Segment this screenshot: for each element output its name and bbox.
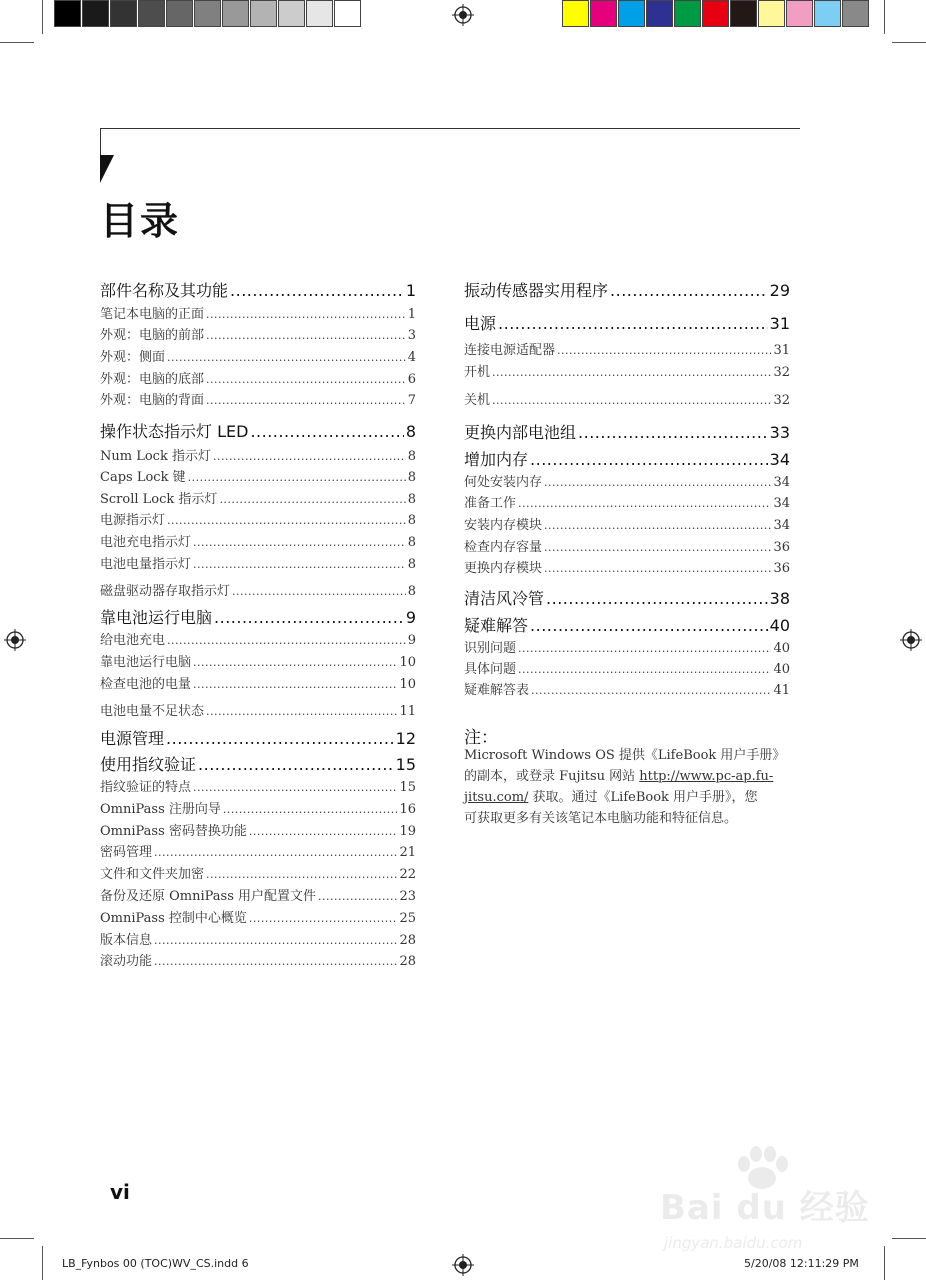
toc-section-entry[interactable] xyxy=(100,950,416,969)
toc-section-entry[interactable] xyxy=(100,509,416,528)
toc-leader-dots xyxy=(492,394,771,407)
header-tab-marker xyxy=(100,155,114,183)
crop-mark xyxy=(884,0,885,34)
toc-entry-title: 疑难解答 xyxy=(464,616,529,635)
toc-chapter-entry[interactable] xyxy=(464,586,790,609)
toc-entry-title: 使用指纹验证 xyxy=(100,755,197,774)
toc-entry-title: 密码管理 xyxy=(100,845,153,860)
color-swatch xyxy=(250,0,277,27)
toc-entry-title: 安装内存模块 xyxy=(464,518,543,533)
toc-chapter-entry[interactable] xyxy=(464,447,790,470)
crop-mark xyxy=(0,42,34,43)
toc-entry-page: 8 xyxy=(407,584,416,599)
toc-entry-title: 增加内存 xyxy=(464,450,529,469)
toc-entry-page: 29 xyxy=(769,281,790,300)
toc-entry-title: 文件和文件夹加密 xyxy=(100,867,205,882)
toc-section-entry[interactable] xyxy=(100,488,416,507)
toc-leader-dots xyxy=(492,366,771,379)
toc-entry-title: 清洁风冷管 xyxy=(464,589,545,608)
toc-leader-dots xyxy=(232,585,406,598)
toc-leader-dots xyxy=(167,351,406,364)
toc-entry-page: 28 xyxy=(399,933,416,948)
toc-entry-title: 滚动功能 xyxy=(100,954,153,969)
toc-entry-title: 开机 xyxy=(464,365,491,380)
watermark-brand: Bai du 经验 xyxy=(660,1188,870,1228)
fujitsu-link[interactable]: jitsu.com/ xyxy=(464,790,529,805)
toc-entry-page: 41 xyxy=(773,683,790,698)
toc-leader-dots xyxy=(206,705,397,718)
toc-entry-title: 连接电源适配器 xyxy=(464,343,556,358)
registration-mark-icon xyxy=(452,1254,474,1276)
toc-entry-page: 8 xyxy=(407,470,416,485)
toc-section-entry[interactable] xyxy=(100,673,416,692)
toc-leader-dots xyxy=(193,678,397,691)
toc-leader-dots xyxy=(498,314,768,333)
toc-leader-dots xyxy=(530,616,768,635)
toc-entry-title: 疑难解答表 xyxy=(464,683,530,698)
toc-section-entry[interactable] xyxy=(100,820,416,839)
toc-leader-dots xyxy=(530,450,768,469)
toc-leader-dots xyxy=(167,514,406,527)
color-swatch xyxy=(54,0,81,27)
toc-entry-page: 40 xyxy=(769,616,790,635)
color-swatch xyxy=(842,0,869,27)
toc-section-entry[interactable] xyxy=(464,536,790,555)
toc-section-entry[interactable] xyxy=(100,466,416,485)
toc-entry-title: Scroll Lock 指示灯 xyxy=(100,492,218,507)
toc-entry-page: 34 xyxy=(773,496,790,511)
note-line: 获取。通过《LifeBook 用户手册》，您 xyxy=(528,790,758,805)
toc-leader-dots xyxy=(518,497,771,510)
toc-entry-page: 15 xyxy=(399,780,416,795)
toc-chapter-entry[interactable] xyxy=(464,613,790,636)
toc-leader-dots xyxy=(188,471,406,484)
toc-leader-dots xyxy=(544,562,771,575)
crop-mark xyxy=(42,0,43,34)
toc-section-entry[interactable] xyxy=(464,637,790,656)
toc-entry-title: 何处安装内存 xyxy=(464,475,543,490)
toc-entry-title: 靠电池运行电脑 xyxy=(100,655,192,670)
toc-entry-title: 操作状态指示灯 LED xyxy=(100,422,249,441)
toc-leader-dots xyxy=(250,422,403,441)
toc-chapter-entry[interactable] xyxy=(464,278,790,301)
color-swatch xyxy=(110,0,137,27)
crop-mark xyxy=(892,1238,926,1239)
toc-entry-page: 1 xyxy=(407,307,416,322)
registration-mark-icon xyxy=(4,629,26,651)
toc-entry-title: 电池电量不足状态 xyxy=(100,704,205,719)
toc-section-entry[interactable] xyxy=(100,907,416,926)
toc-chapter-entry[interactable] xyxy=(100,605,416,628)
color-swatch xyxy=(306,0,333,27)
toc-entry-page: 40 xyxy=(773,662,790,677)
toc-chapter-entry[interactable] xyxy=(464,311,790,334)
toc-leader-dots xyxy=(213,450,406,463)
toc-entry-title: 版本信息 xyxy=(100,933,153,948)
toc-section-entry[interactable] xyxy=(464,361,790,380)
toc-section-entry[interactable] xyxy=(100,776,416,795)
toc-section-entry[interactable] xyxy=(464,658,790,677)
toc-leader-dots xyxy=(167,634,406,647)
toc-section-entry[interactable] xyxy=(100,303,416,322)
toc-entry-title: 电池电量指示灯 xyxy=(100,557,192,572)
toc-section-entry[interactable] xyxy=(100,445,416,464)
toc-entry-title: OmniPass 密码替换功能 xyxy=(100,824,247,839)
grayscale-bar xyxy=(54,0,362,29)
toc-leader-dots xyxy=(193,536,406,549)
toc-entry-page: 21 xyxy=(399,845,416,860)
toc-chapter-entry[interactable] xyxy=(100,278,416,301)
toc-entry-page: 15 xyxy=(395,755,416,774)
color-swatch xyxy=(222,0,249,27)
color-swatch xyxy=(562,0,589,27)
toc-entry-title: 振动传感器实用程序 xyxy=(464,281,609,300)
toc-entry-page: 23 xyxy=(399,889,416,904)
note-line: 可获取更多有关该笔记本电脑功能和特征信息。 xyxy=(464,811,738,826)
header-rule-vertical xyxy=(100,128,101,156)
toc-entry-page: 7 xyxy=(407,393,416,408)
toc-entry-page: 12 xyxy=(395,729,416,748)
fujitsu-link[interactable]: http://www.pc-ap.fu- xyxy=(639,769,774,784)
toc-entry-page: 8 xyxy=(407,513,416,528)
toc-entry-title: 更换内存模块 xyxy=(464,561,543,576)
toc-section-entry[interactable] xyxy=(100,531,416,550)
color-swatch xyxy=(646,0,673,27)
toc-leader-dots xyxy=(544,476,771,489)
page-number: vi xyxy=(110,1180,130,1204)
toc-leader-dots xyxy=(193,558,406,571)
toc-entry-title: 外观：电脑的背面 xyxy=(100,393,205,408)
toc-entry-page: 16 xyxy=(399,802,416,817)
toc-leader-dots xyxy=(249,825,398,838)
toc-entry-page: 36 xyxy=(773,540,790,555)
toc-leader-dots xyxy=(206,373,406,386)
color-swatch xyxy=(814,0,841,27)
color-swatch xyxy=(702,0,729,27)
toc-leader-dots xyxy=(544,541,771,554)
toc-entry-page: 6 xyxy=(407,372,416,387)
toc-section-entry[interactable] xyxy=(464,679,790,698)
toc-leader-dots xyxy=(154,934,397,947)
toc-entry-title: 指纹验证的特点 xyxy=(100,780,192,795)
toc-section-entry[interactable] xyxy=(464,492,790,511)
toc-section-entry[interactable] xyxy=(100,346,416,365)
toc-section-entry[interactable] xyxy=(100,389,416,408)
toc-leader-dots xyxy=(206,308,406,321)
toc-section-entry[interactable] xyxy=(100,885,416,904)
toc-entry-page: 33 xyxy=(769,423,790,442)
toc-entry-title: 备份及还原 OmniPass 用户配置文件 xyxy=(100,889,317,904)
toc-entry-page: 8 xyxy=(407,449,416,464)
toc-leader-dots xyxy=(318,890,397,903)
toc-chapter-entry[interactable] xyxy=(100,419,416,442)
toc-entry-title: 电源指示灯 xyxy=(100,513,166,528)
toc-leader-dots xyxy=(166,729,394,748)
toc-entry-title: OmniPass 控制中心概览 xyxy=(100,911,247,926)
toc-leader-dots xyxy=(518,642,771,655)
slug-date: 5/20/08 12:11:29 PM xyxy=(744,1257,859,1270)
toc-entry-page: 9 xyxy=(405,608,416,627)
toc-section-entry[interactable] xyxy=(100,629,416,648)
toc-leader-dots xyxy=(154,955,397,968)
color-swatch xyxy=(786,0,813,27)
toc-entry-title: Caps Lock 键 xyxy=(100,470,186,485)
toc-entry-title: 电池充电指示灯 xyxy=(100,535,192,550)
toc-section-entry[interactable] xyxy=(100,368,416,387)
color-swatch xyxy=(758,0,785,27)
toc-entry-title: 外观：侧面 xyxy=(100,350,166,365)
toc-entry-page: 10 xyxy=(399,655,416,670)
page-title: 目录 xyxy=(100,199,181,243)
toc-leader-dots xyxy=(578,423,768,442)
toc-entry-page: 3 xyxy=(407,328,416,343)
toc-entry-page: 31 xyxy=(773,343,790,358)
toc-entry-title: 识别问题 xyxy=(464,641,517,656)
crop-mark xyxy=(892,42,926,43)
color-bar xyxy=(562,0,870,29)
toc-section-entry[interactable] xyxy=(100,700,416,719)
toc-leader-dots xyxy=(193,781,397,794)
toc-entry-page: 31 xyxy=(769,314,790,333)
color-swatch xyxy=(278,0,305,27)
toc-entry-page: 8 xyxy=(407,492,416,507)
toc-entry-title: 部件名称及其功能 xyxy=(100,281,229,300)
toc-leader-dots xyxy=(206,329,406,342)
crop-mark xyxy=(0,1238,34,1239)
toc-entry-page: 10 xyxy=(399,677,416,692)
toc-entry-title: 更换内部电池组 xyxy=(464,423,577,442)
toc-chapter-entry[interactable] xyxy=(100,726,416,749)
color-swatch xyxy=(138,0,165,27)
header-rule xyxy=(100,128,800,129)
toc-entry-page: 8 xyxy=(407,557,416,572)
crop-mark xyxy=(42,1246,43,1280)
toc-entry-title: 磁盘驱动器存取指示灯 xyxy=(100,584,231,599)
toc-leader-dots xyxy=(544,519,771,532)
toc-leader-dots xyxy=(610,281,768,300)
color-swatch xyxy=(334,0,361,27)
toc-entry-page: 4 xyxy=(407,350,416,365)
toc-chapter-entry[interactable] xyxy=(464,420,790,443)
toc-entry-page: 36 xyxy=(773,561,790,576)
color-swatch xyxy=(618,0,645,27)
watermark-url: jingyan.baidu.com xyxy=(664,1234,803,1252)
toc-leader-dots xyxy=(557,344,771,357)
toc-entry-page: 11 xyxy=(399,704,416,719)
toc-section-entry[interactable] xyxy=(100,929,416,948)
toc-entry-page: 8 xyxy=(407,535,416,550)
toc-leader-dots xyxy=(214,608,404,627)
toc-entry-page: 8 xyxy=(405,422,416,441)
toc-entry-page: 34 xyxy=(769,450,790,469)
note-line: Microsoft Windows OS 提供《LifeBook 用户手册》 xyxy=(464,748,786,763)
toc-entry-page: 32 xyxy=(773,365,790,380)
color-swatch xyxy=(194,0,221,27)
toc-entry-page: 28 xyxy=(399,954,416,969)
toc-leader-dots xyxy=(154,846,397,859)
toc-entry-title: 靠电池运行电脑 xyxy=(100,608,213,627)
toc-entry-title: OmniPass 注册向导 xyxy=(100,802,221,817)
toc-section-entry[interactable] xyxy=(100,798,416,817)
toc-leader-dots xyxy=(219,493,405,506)
registration-mark-icon xyxy=(900,629,922,651)
color-swatch xyxy=(82,0,109,27)
toc-entry-page: 32 xyxy=(773,393,790,408)
toc-entry-title: 电源管理 xyxy=(100,729,165,748)
toc-entry-page: 1 xyxy=(405,281,416,300)
slug-file: LB_Fynbos 00 (TOC)WV_CS.indd 6 xyxy=(62,1257,249,1270)
baidu-watermark xyxy=(660,1150,890,1270)
toc-entry-page: 22 xyxy=(399,867,416,882)
toc-section-entry[interactable] xyxy=(100,324,416,343)
toc-entry-page: 38 xyxy=(769,589,790,608)
toc-entry-title: 准备工作 xyxy=(464,496,517,511)
toc-leader-dots xyxy=(518,663,771,676)
toc-entry-title: 外观：电脑的前部 xyxy=(100,328,205,343)
toc-section-entry[interactable] xyxy=(464,557,790,576)
toc-entry-title: 关机 xyxy=(464,393,491,408)
toc-section-entry[interactable] xyxy=(100,841,416,860)
note-title: 注： xyxy=(464,728,498,748)
toc-leader-dots xyxy=(531,684,771,697)
toc-entry-title: 笔记本电脑的正面 xyxy=(100,307,205,322)
toc-entry-title: 外观：电脑的底部 xyxy=(100,372,205,387)
color-swatch xyxy=(590,0,617,27)
toc-entry-title: 检查内存容量 xyxy=(464,540,543,555)
toc-entry-page: 19 xyxy=(399,824,416,839)
toc-leader-dots xyxy=(193,656,397,669)
toc-section-entry[interactable] xyxy=(100,651,416,670)
toc-entry-page: 9 xyxy=(407,633,416,648)
toc-chapter-entry[interactable] xyxy=(100,752,416,775)
note-body xyxy=(464,745,794,829)
color-swatch xyxy=(730,0,757,27)
toc-leader-dots xyxy=(249,912,398,925)
toc-entry-title: 电源 xyxy=(464,314,497,333)
toc-section-entry[interactable] xyxy=(464,389,790,408)
toc-leader-dots xyxy=(206,868,397,881)
toc-leader-dots xyxy=(546,589,768,608)
toc-leader-dots xyxy=(223,803,398,816)
toc-entry-title: 给电池充电 xyxy=(100,633,166,648)
toc-section-entry[interactable] xyxy=(464,471,790,490)
toc-entry-page: 34 xyxy=(773,518,790,533)
toc-section-entry[interactable] xyxy=(464,339,790,358)
toc-entry-title: 具体问题 xyxy=(464,662,517,677)
registration-mark-icon xyxy=(452,4,474,26)
toc-leader-dots xyxy=(206,394,406,407)
toc-entry-page: 34 xyxy=(773,475,790,490)
toc-section-entry[interactable] xyxy=(464,514,790,533)
toc-leader-dots xyxy=(198,755,394,774)
toc-entry-page: 25 xyxy=(399,911,416,926)
toc-leader-dots xyxy=(230,281,404,300)
toc-section-entry[interactable] xyxy=(100,863,416,882)
color-swatch xyxy=(674,0,701,27)
toc-entry-title: Num Lock 指示灯 xyxy=(100,449,211,464)
toc-entry-title: 检查电池的电量 xyxy=(100,677,192,692)
toc-section-entry[interactable] xyxy=(100,553,416,572)
note-line: 的副本，或登录 Fujitsu 网站 xyxy=(464,769,640,784)
toc-section-entry[interactable] xyxy=(100,580,416,599)
color-swatch xyxy=(166,0,193,27)
toc-entry-page: 40 xyxy=(773,641,790,656)
